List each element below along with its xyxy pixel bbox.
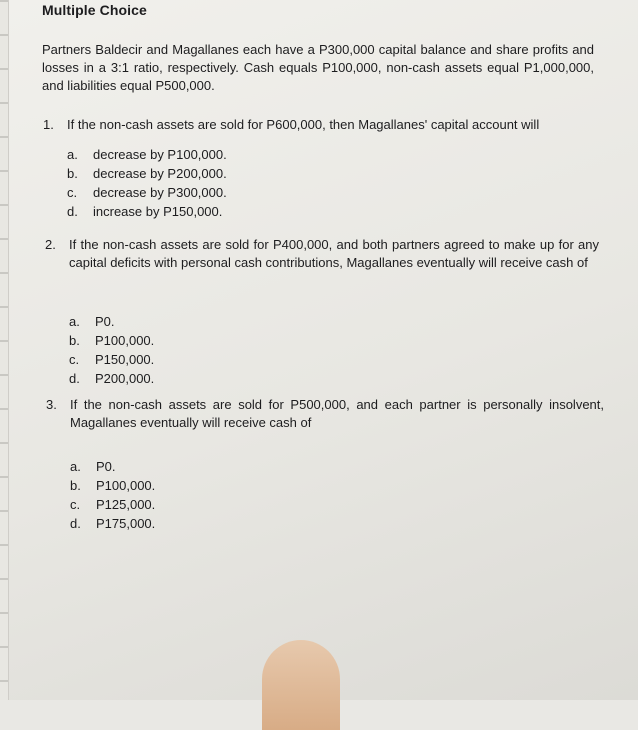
option-text: decrease by P100,000. — [93, 147, 227, 162]
question-number: 1. — [43, 117, 54, 132]
question-text: If the non-cash assets are sold for P400,000, and both partners agreed to make up for any capital deficits with personal cash contributions, Magallanes eventually will receive cash of — [69, 237, 599, 270]
option-letter: a. — [70, 459, 81, 474]
section-heading: Multiple Choice — [42, 2, 147, 18]
question-number: 2. — [45, 237, 56, 252]
option-c[interactable] — [70, 495, 155, 514]
option-letter: a. — [67, 147, 78, 162]
option-b[interactable] — [69, 331, 154, 350]
option-letter: d. — [70, 516, 81, 531]
question-text: If the non-cash assets are sold for P500,000, and each partner is personally insolvent, Magallanes eventually will receive cash of — [70, 397, 604, 430]
option-letter: c. — [67, 185, 78, 200]
option-c[interactable] — [69, 350, 154, 369]
option-letter: b. — [69, 333, 80, 348]
question-text: If the non-cash assets are sold for P600,000, then Magallanes' capital account will — [67, 117, 540, 132]
question-number: 3. — [46, 397, 57, 412]
option-text: decrease by P300,000. — [93, 185, 227, 200]
option-letter: c. — [70, 497, 81, 512]
option-a[interactable] — [69, 312, 154, 331]
option-letter: a. — [69, 314, 80, 329]
option-text: decrease by P200,000. — [93, 166, 227, 181]
option-a[interactable] — [70, 457, 155, 476]
option-text: P0. — [96, 459, 116, 474]
option-letter: b. — [70, 478, 81, 493]
answer-options — [69, 312, 154, 388]
problem-statement: Partners Baldecir and Magallanes each have a P300,000 capital balance and share profits and losses in a 3:1 ratio, respectively. Cash equals P100,000, non-cash assets equal P1,000,000, and liabilities equal P500,000. — [42, 42, 594, 93]
option-text: P175,000. — [96, 516, 156, 531]
option-text: increase by P150,000. — [93, 204, 223, 219]
option-c[interactable] — [67, 183, 227, 202]
option-text: P125,000. — [96, 497, 156, 512]
option-d[interactable] — [67, 202, 227, 221]
option-letter: b. — [67, 166, 78, 181]
finger-photo-artifact — [262, 640, 340, 730]
answer-options — [70, 457, 155, 533]
page-binding-edge — [0, 0, 9, 700]
option-b[interactable] — [70, 476, 155, 495]
option-a[interactable] — [67, 145, 227, 164]
option-text: P100,000. — [95, 333, 155, 348]
option-text: P150,000. — [95, 352, 155, 367]
option-text: P200,000. — [95, 371, 155, 386]
option-text: P100,000. — [96, 478, 156, 493]
answer-options — [67, 145, 227, 221]
option-letter: d. — [67, 204, 78, 219]
option-d[interactable] — [69, 369, 154, 388]
option-d[interactable] — [70, 514, 155, 533]
option-letter: c. — [69, 352, 80, 367]
option-b[interactable] — [67, 164, 227, 183]
option-text: P0. — [95, 314, 115, 329]
option-letter: d. — [69, 371, 80, 386]
